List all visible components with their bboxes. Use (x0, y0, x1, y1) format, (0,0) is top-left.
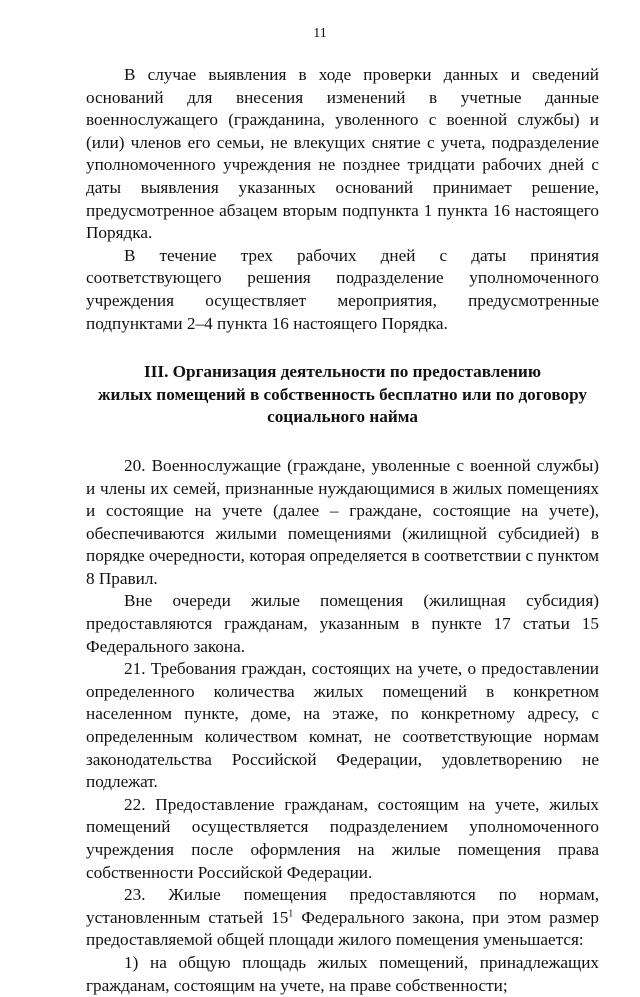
paragraph: В случае выявления в ходе проверки данных и сведений оснований для внесения изменений в учетные данные военнослужащего (гражданина, уволенного с военной службы) и (или) членов его семьи, не влекущих снятие с учета, подразделение уполномоченного учреждения не позднее тридцати рабочих дней с даты выявления указанных оснований принимает решение, предусмотренное абзацем вторым подпункта 1 пункта 16 настоящего Порядка. (86, 65, 599, 243)
paragraph-text: 23. Жилые помещения предоставляются по нормам, установленным статьей 15 (86, 885, 599, 927)
paragraph-item-21: 21. Требования граждан, состоящих на учете, о предоставлении определенного количества жилых помещений в конкретном населенном пункте, доме, на этаже, по конкретному адресу, с определенным количеством комнат, не соответствующие нормам законодательства Российской Федерации, удовлетворению не подлежат. (86, 659, 599, 792)
section-heading-line: жилых помещений в собственность бесплатно или по договору (97, 384, 588, 404)
section-heading-line: III. Организация деятельности по предоставлению (144, 362, 541, 382)
paragraph-item-23 (86, 884, 599, 952)
paragraph-subitem-1: 1) на общую площадь жилых помещений, принадлежащих гражданам, состоящим на учете, на праве собственности; (86, 952, 599, 995)
paragraph-item-20: 20. Военнослужащие (граждане, уволенные с военной службы) и члены их семей, признанные нуждающимися в жилых помещениях и состоящие на учете (далее – граждане, состоящие на учете), обеспечиваются жилыми помещениями (жилищной субсидией) в порядке очередности, которая определяется в соответствии с пунктом 8 Правил. (86, 455, 599, 588)
paragraph-text: Федерального закона, при этом размер предоставляемой общей площади жилого помещения уменьшается: (86, 907, 599, 950)
section-heading-line: социального найма (267, 407, 418, 427)
superscript: 1 (288, 908, 294, 920)
paragraph-item-22: 22. Предоставление гражданам, состоящим на учете, жилых помещений осуществляется подразделением уполномоченного учреждения после оформления на жилые помещения права собственности Российской Федерации. (86, 794, 599, 882)
document-body (86, 64, 599, 997)
paragraph: В течение трех рабочих дней с даты принятия соответствующего решения подразделение уполномоченного учреждения осуществляет мероприятия, предусмотренные подпунктами 2–4 пункта 16 настоящего Порядка. (86, 245, 599, 333)
paragraph: Вне очереди жилые помещения (жилищная субсидия) предоставляются гражданам, указанным в пункте 17 статьи 15 Федерального закона. (86, 591, 599, 656)
section-heading (86, 361, 599, 429)
page-number: 11 (313, 26, 327, 41)
